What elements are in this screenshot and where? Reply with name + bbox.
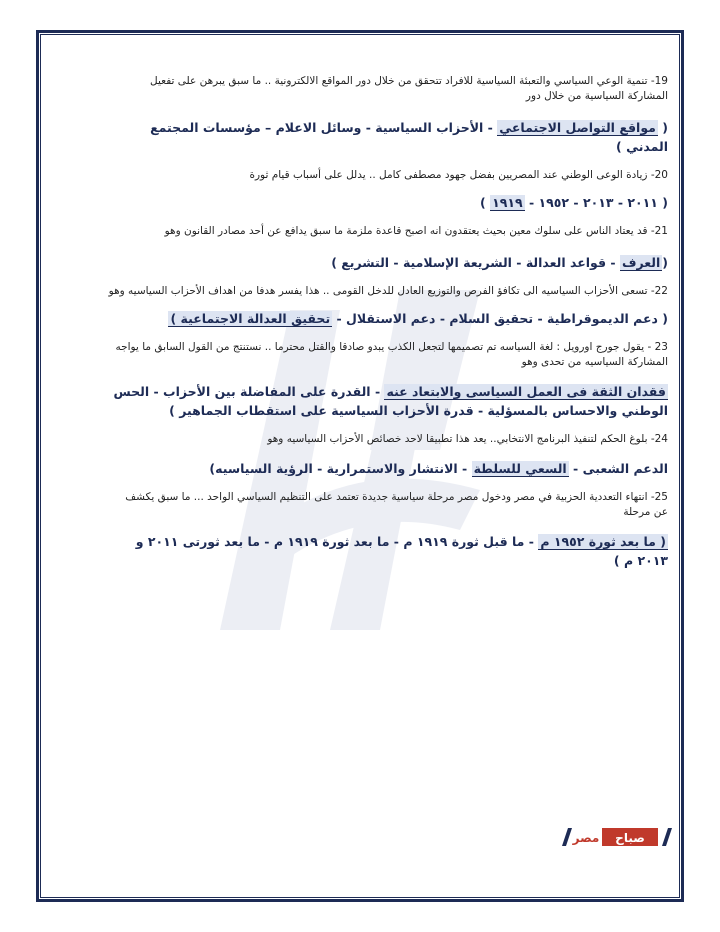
answer-25-correct: ( ما بعد ثورة ١٩٥٢ م	[540, 534, 666, 549]
question-24: 24- بلوغ الحكم لتنفيذ البرنامج الانتخابي.. يعد هذا تطبيقا لاحد خصائص الأحزاب السياسيه وهو	[267, 433, 668, 445]
question-25: 25- انتهاء التعددية الحزبية في مصر ودخول مصر مرحلة سياسية جديدة تعتمد على التنظيم السياسي الواحد ... ما سبق يكشف عن مرحلة	[125, 491, 668, 518]
answer-19-correct: مواقع التواصل الاجتماعي	[499, 120, 656, 135]
question-23: 23 - يقول جورج اورويل : لغة السياسه تم تصميمها لتجعل الكذب يبدو صادقا والقتل محترما .. نستنتج من القول السابق ما يواجه المشاركة السياسيه من تحدى وهو	[115, 341, 668, 368]
answer-21: (العرف - قواعد العدالة - الشريعة الإسلامية - التشريع )	[331, 255, 668, 270]
questions-list	[108, 66, 668, 570]
answer-25: ( ما بعد ثورة ١٩٥٢ م - ما قبل ثورة ١٩١٩ م - ما بعد ثورة ١٩١٩ م - ما بعد ثورتى ٢٠١١ و ٢٠١٣ م )	[135, 534, 668, 568]
question-20: 20- زيادة الوعى الوطني عند المصريين بفضل جهود مصطفى كامل .. يدلل على أسباب قيام ثورة	[249, 169, 668, 181]
answer-22-correct: تحقيق العدالة الاجتماعية )	[170, 311, 331, 326]
answer-23-correct: فقدان الثقة فى العمل السياسى والابتعاد عنه	[386, 384, 666, 399]
answer-24: الدعم الشعبى - السعي للسلطة - الانتشار والاستمرارية - الرؤية السياسيه)	[209, 461, 668, 476]
answer-23: فقدان الثقة فى العمل السياسى والابتعاد عنه - القدرة على المفاضلة بين الأحزاب - الحس الوطني والاحساس بالمسؤلية - قدرة الأحزاب السياسية على استقطاب الجماهير )	[113, 384, 668, 418]
question-22: 22- تسعى الأحزاب السياسيه الى تكافؤ الفرص والتوزيع العادل للدخل القومى .. هذا يفسر هدفا من اهداف الأحزاب السياسيه وهو	[108, 285, 668, 297]
answer-22: ( دعم الديموقراطية - تحقيق السلام - دعم الاستقلال - تحقيق العدالة الاجتماعية )	[170, 311, 668, 326]
logo-part1: صباح	[615, 831, 645, 845]
question-19: 19- تنمية الوعي السياسي والتعبئة السياسية للافراد تتحقق من خلال دور المواقع الالكترونية .. ما سبق يبرهن على تفعيل المشاركة السياسية من خلال دور	[150, 75, 668, 102]
logo-part2: مصر	[572, 831, 600, 845]
logo-graphic	[554, 822, 674, 852]
answer-24-correct: السعي للسلطة	[473, 461, 567, 476]
question-21: 21- قد يعتاد الناس على سلوك معين بحيث يعتقدون انه اصبح قاعدة ملزمة ما سبق يدافع عن أحد مصادر القانون وهو	[164, 225, 668, 237]
answer-21-correct: العرف	[621, 255, 661, 270]
site-logo	[554, 822, 674, 852]
answer-20-correct: ١٩١٩	[492, 195, 523, 210]
answer-19: ( مواقع التواصل الاجتماعي - الأحزاب السياسية - وسائل الاعلام – مؤسسات المجتمع المدني )	[150, 120, 668, 154]
answer-20: ( ٢٠١١ - ٢٠١٣ - ١٩٥٢ - ١٩١٩ )	[480, 195, 668, 210]
